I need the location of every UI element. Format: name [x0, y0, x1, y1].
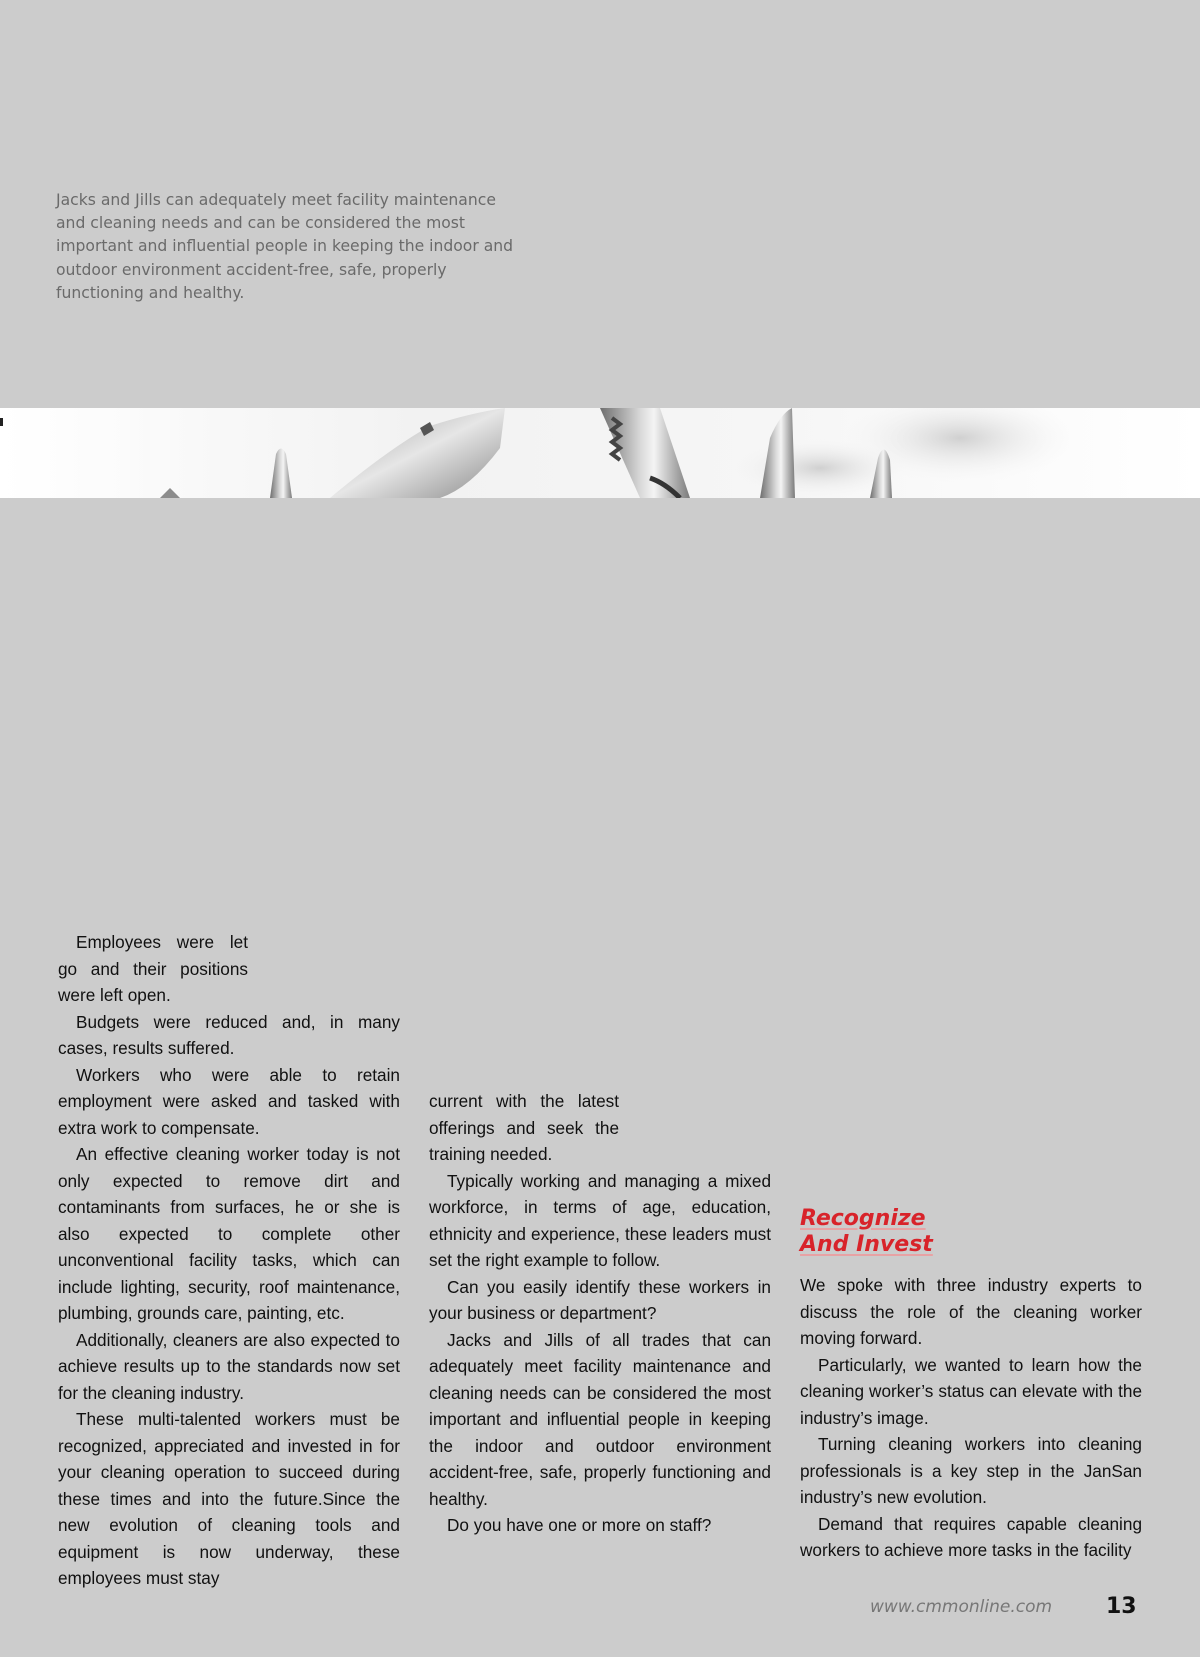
- paragraph: Workers who were able to retain employment were asked and tasked with extra work to compensate.: [58, 1064, 400, 1138]
- paragraph: Budgets were reduced and, in many cases, results suffered.: [58, 1011, 400, 1058]
- footer-website-url: www.cmmonline.com: [870, 1597, 1053, 1617]
- page-number: 13: [1106, 1594, 1137, 1619]
- section-subhead: [800, 1206, 933, 1258]
- paragraph: Employees were let go and their positions were left open.: [58, 932, 248, 1005]
- paragraph: Typically working and managing a mixed workforce, in terms of age, education, ethnicity and experience, these leaders must set the right example to follow.: [429, 1170, 771, 1270]
- paragraph: Turning cleaning workers into cleaning professionals is a key step in the JanSan industry’s new evolution.: [800, 1434, 1142, 1507]
- paragraph: Additionally, cleaners are also expected to achieve results up to the standards now set for the cleaning industry.: [58, 1329, 400, 1403]
- pull-quote: Jacks and Jills can adequately meet facility maintenance and cleaning needs and can be considered the most important and influential people in keeping the indoor and outdoor environment accident-free, safe, properly functioning and healthy.: [56, 191, 514, 302]
- paragraph: Do you have one or more on staff?: [447, 1515, 712, 1535]
- paragraph: Demand that requires capable cleaning workers to achieve more tasks in the facility: [800, 1513, 1142, 1560]
- article-column-2: [429, 1088, 771, 1539]
- multi-tool-photo: [0, 408, 1200, 498]
- paragraph: Particularly, we wanted to learn how the cleaning worker’s status can elevate with the industry’s image.: [800, 1354, 1142, 1428]
- article-column-3: [800, 1272, 1142, 1564]
- paragraph: current with the latest offerings and seek the training needed.: [429, 1091, 619, 1164]
- paragraph: An effective cleaning worker today is not only expected to remove dirt and contaminants from surfaces, he or she is also expected to complete other unconventional facility tasks, which can include lighting, security, roof maintenance, plumbing, grounds care, painting, etc.: [58, 1144, 400, 1323]
- multi-tool-blades-image: [0, 408, 1200, 498]
- subhead-line-2: And Invest: [800, 1232, 933, 1257]
- subhead-line-1: Recognize: [800, 1206, 926, 1231]
- paragraph: Can you easily identify these workers in your business or department?: [429, 1276, 771, 1323]
- paragraph: These multi-talented workers must be recognized, appreciated and invested in for your cleaning operation to succeed during these times and into the future.Since the new evolution of cleaning tools and equipment is now underway, these employees must stay: [58, 1409, 400, 1588]
- paragraph: We spoke with three industry experts to discuss the role of the cleaning worker moving forward.: [800, 1275, 1142, 1348]
- paragraph: Jacks and Jills of all trades that can adequately meet facility maintenance and cleaning needs can be considered the most important and influential people in keeping the indoor and outdoor environment accident-free, safe, properly functioning and healthy.: [429, 1329, 771, 1509]
- article-column-1: [58, 929, 400, 1592]
